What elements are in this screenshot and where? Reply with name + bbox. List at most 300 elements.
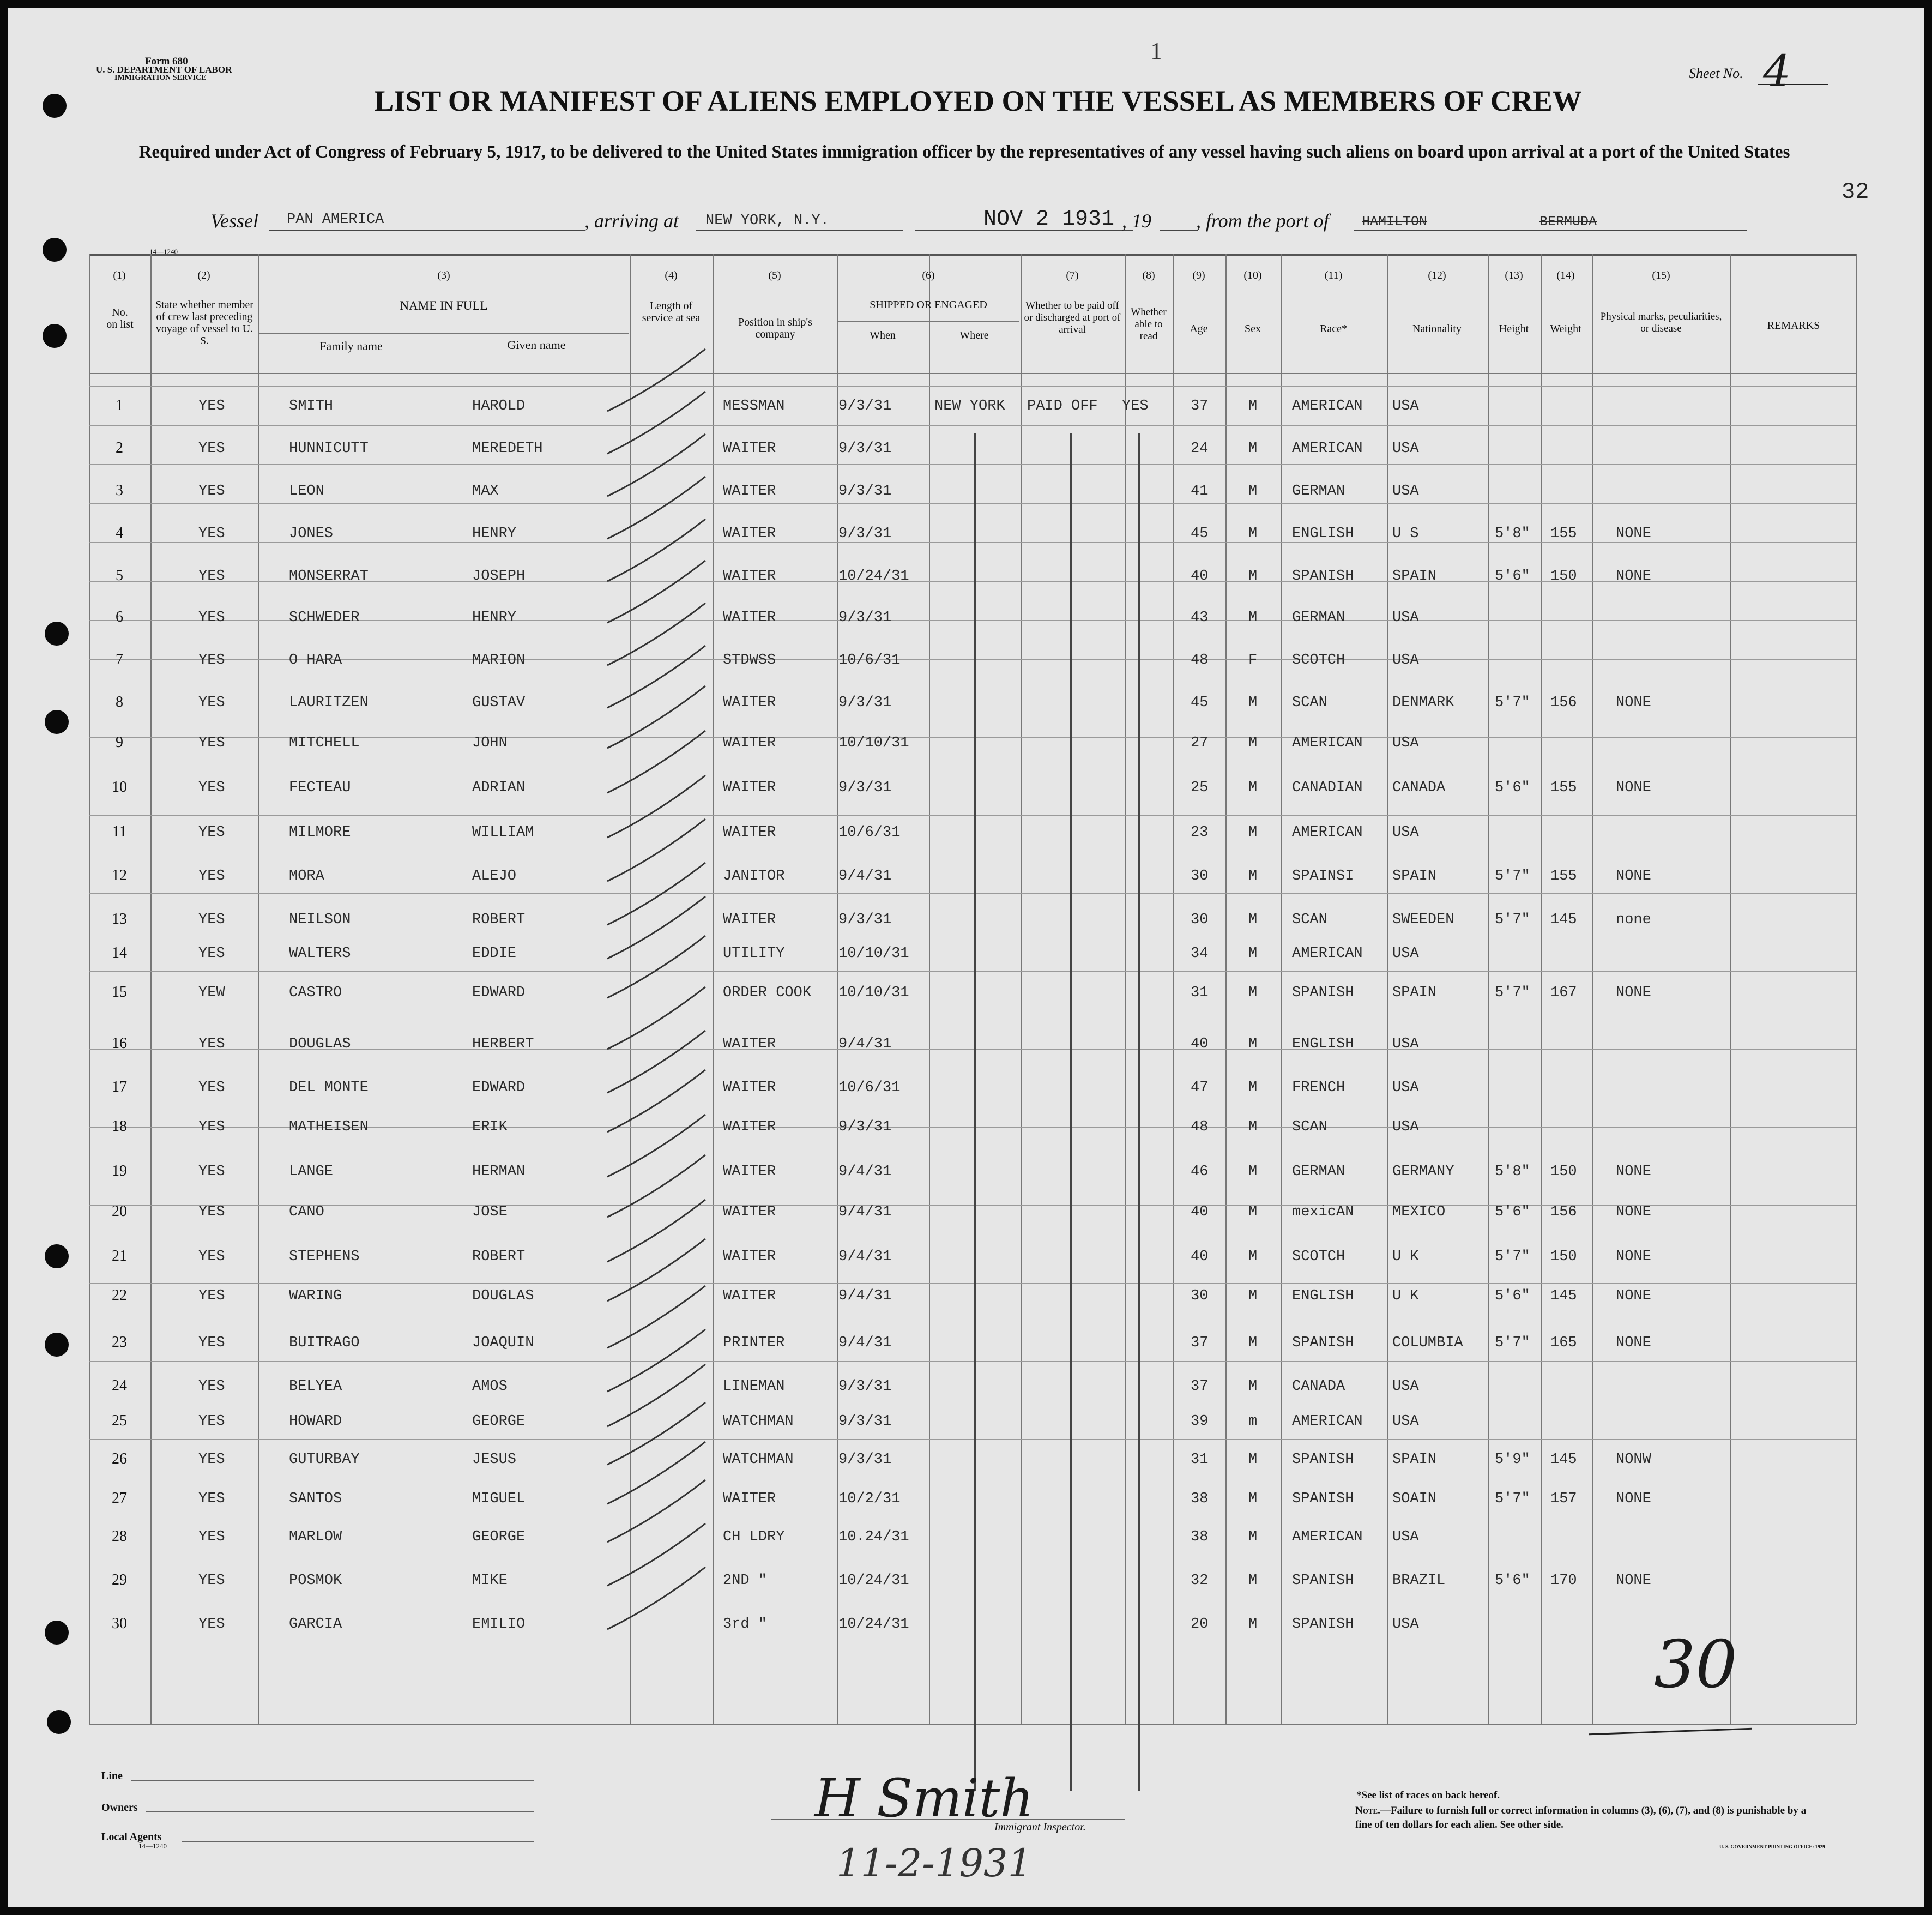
- cell-family: HOWARD: [289, 1413, 342, 1430]
- service-check-mark: [607, 1567, 705, 1629]
- cell-position: WAITER: [723, 1119, 776, 1135]
- cell-position: WAITER: [723, 912, 776, 928]
- header-paid-off: Whether to be paid off or discharged at port of arrival: [1024, 300, 1121, 335]
- cell-nationality: CANADA: [1392, 780, 1446, 796]
- cell-position: WAITER: [723, 695, 776, 711]
- cell-nationality: USA: [1392, 483, 1419, 499]
- ditto-line-paid: [1070, 433, 1072, 1791]
- cell-no: 22: [112, 1287, 127, 1304]
- manifest-page: [8, 8, 1924, 1907]
- cell-age: 39: [1191, 1413, 1209, 1430]
- cell-height: 5'7": [1495, 912, 1530, 928]
- cell-state: YEW: [198, 985, 225, 1001]
- cell-race: ENGLISH: [1292, 1036, 1354, 1052]
- cell-position: WAITER: [723, 1288, 776, 1304]
- cell-family: SMITH: [289, 398, 334, 414]
- cell-sex: M: [1248, 1573, 1258, 1589]
- ditto-line-read: [1138, 433, 1140, 1791]
- cell-when: 9/3/31: [838, 398, 892, 414]
- cell-height: 5'6": [1495, 568, 1530, 585]
- binder-hole: [43, 324, 67, 348]
- cell-family: WALTERS: [289, 946, 351, 962]
- top-mark: 1: [1150, 38, 1162, 64]
- cell-state: YES: [198, 1378, 225, 1395]
- cell-age: 31: [1191, 1452, 1209, 1468]
- cell-weight: 156: [1550, 695, 1577, 711]
- col-number: (9): [1192, 269, 1205, 281]
- cell-age: 31: [1191, 985, 1209, 1001]
- cell-no: 15: [112, 984, 127, 1001]
- cell-physical: NONE: [1616, 1164, 1651, 1180]
- cell-age: 37: [1191, 1335, 1209, 1351]
- cell-sex: M: [1248, 1452, 1258, 1468]
- cell-when: 10/24/31: [838, 568, 909, 585]
- cell-family: WARING: [289, 1288, 342, 1304]
- page-number: 32: [1842, 179, 1869, 205]
- cell-when: 9/4/31: [838, 868, 892, 884]
- cell-paid: PAID OFF: [1027, 398, 1098, 414]
- cell-nationality: MEXICO: [1392, 1204, 1446, 1220]
- arrival-date: NOV 2 1931: [983, 207, 1115, 232]
- cell-nationality: USA: [1392, 1616, 1419, 1633]
- header-name-in-full: NAME IN FULL: [400, 299, 488, 312]
- cell-family: CASTRO: [289, 985, 342, 1001]
- cell-when: 9/3/31: [838, 1413, 892, 1430]
- cell-physical: NONE: [1616, 1204, 1651, 1220]
- cell-height: 5'6": [1495, 780, 1530, 796]
- cell-position: CH LDRY: [723, 1529, 785, 1545]
- cell-race: AMERICAN: [1292, 441, 1363, 457]
- cell-no: 1: [116, 397, 123, 414]
- cell-when: 9/3/31: [838, 526, 892, 542]
- cell-age: 40: [1191, 1249, 1209, 1265]
- header-no-on-list: No. on list: [106, 306, 134, 330]
- cell-state: YES: [198, 1249, 225, 1265]
- cell-given: JOSE: [472, 1204, 508, 1220]
- cell-given: MEREDETH: [472, 441, 543, 457]
- cell-nationality: USA: [1392, 398, 1419, 414]
- header-given-name: Given name: [507, 338, 566, 352]
- cell-no: 10: [112, 779, 127, 796]
- cell-nationality: USA: [1392, 735, 1419, 751]
- cell-when: 9/4/31: [838, 1036, 892, 1052]
- cell-family: LAURITZEN: [289, 695, 369, 711]
- col-number: (13): [1505, 269, 1523, 281]
- agents-code: 14—1240: [138, 1842, 167, 1850]
- cell-family: GUTURBAY: [289, 1452, 360, 1468]
- cell-race: SCOTCH: [1292, 652, 1345, 669]
- cell-position: WAITER: [723, 1036, 776, 1052]
- cell-age: 25: [1191, 780, 1209, 796]
- row-divider: [89, 464, 1856, 465]
- cell-race: AMERICAN: [1292, 735, 1363, 751]
- cell-race: SPANISH: [1292, 568, 1354, 585]
- cell-height: 5'6": [1495, 1204, 1530, 1220]
- cell-nationality: USA: [1392, 824, 1419, 841]
- cell-when: 9/3/31: [838, 780, 892, 796]
- cell-family: O HARA: [289, 652, 342, 669]
- cell-state: YES: [198, 1164, 225, 1180]
- cell-sex: M: [1248, 441, 1258, 457]
- cell-age: 32: [1191, 1573, 1209, 1589]
- cell-when: 9/4/31: [838, 1288, 892, 1304]
- date-handwritten: 11-2-1931: [836, 1841, 1033, 1886]
- service-check-mark: [607, 646, 705, 708]
- cell-given: JOSEPH: [472, 568, 526, 585]
- cell-when: 9/4/31: [838, 1204, 892, 1220]
- column-divider: [1730, 254, 1731, 1724]
- service-check-marks: [596, 291, 814, 1709]
- cell-family: SANTOS: [289, 1491, 342, 1507]
- cell-family: MILMORE: [289, 824, 351, 841]
- cell-height: 5'6": [1495, 1288, 1530, 1304]
- cell-no: 3: [116, 482, 123, 499]
- cell-sex: M: [1248, 526, 1258, 542]
- cell-nationality: USA: [1392, 1080, 1419, 1096]
- cell-state: YES: [198, 1616, 225, 1633]
- cell-family: MARLOW: [289, 1529, 342, 1545]
- cell-given: ADRIAN: [472, 780, 526, 796]
- cell-position: LINEMAN: [723, 1378, 785, 1395]
- form-title: LIST OR MANIFEST OF ALIENS EMPLOYED ON THE VESSEL AS MEMBERS OF CREW: [374, 85, 1582, 117]
- from-underline: [1354, 230, 1747, 231]
- cell-position: WAITER: [723, 1204, 776, 1220]
- cell-age: 46: [1191, 1164, 1209, 1180]
- cell-given: DOUGLAS: [472, 1288, 534, 1304]
- cell-nationality: COLUMBIA: [1392, 1335, 1463, 1351]
- cell-race: GERMAN: [1292, 1164, 1345, 1180]
- cell-no: 23: [112, 1334, 127, 1351]
- cell-age: 30: [1191, 1288, 1209, 1304]
- cell-sex: M: [1248, 868, 1258, 884]
- cell-state: YES: [198, 441, 225, 457]
- cell-sex: M: [1248, 1491, 1258, 1507]
- cell-race: SPANISH: [1292, 985, 1354, 1001]
- cell-nationality: USA: [1392, 946, 1419, 962]
- header-able-read: Whether able to read: [1131, 306, 1167, 342]
- cell-no: 8: [116, 694, 123, 710]
- cell-age: 48: [1191, 652, 1209, 669]
- cell-position: WAITER: [723, 483, 776, 499]
- cell-family: MONSERRAT: [289, 568, 369, 585]
- table-bottom-border: [89, 1724, 1856, 1725]
- cell-nationality: USA: [1392, 1529, 1419, 1545]
- vessel-name: PAN AMERICA: [287, 212, 384, 228]
- header-sex: Sex: [1245, 323, 1261, 335]
- cell-position: WAITER: [723, 1249, 776, 1265]
- cell-no: 18: [112, 1118, 127, 1135]
- cell-family: SCHWEDER: [289, 610, 360, 626]
- cell-nationality: USA: [1392, 610, 1419, 626]
- cell-position: WATCHMAN: [723, 1413, 794, 1430]
- line-label: Line: [101, 1770, 123, 1782]
- name-header-divider: [258, 333, 629, 334]
- cell-position: WAITER: [723, 735, 776, 751]
- cell-when: 9/3/31: [838, 912, 892, 928]
- cell-nationality: SPAIN: [1392, 568, 1437, 585]
- cell-state: YES: [198, 610, 225, 626]
- races-note: *See list of races on back hereof.: [1356, 1790, 1500, 1801]
- cell-physical: NONE: [1616, 1491, 1651, 1507]
- inspector-signature: H Smith: [814, 1768, 1034, 1829]
- cell-given: EDDIE: [472, 946, 517, 962]
- cell-height: 5'7": [1495, 985, 1530, 1001]
- signature-line: [771, 1819, 1125, 1820]
- cell-family: DEL MONTE: [289, 1080, 369, 1096]
- cell-family: POSMOK: [289, 1573, 342, 1589]
- cell-position: 2ND ": [723, 1573, 768, 1589]
- cell-state: YES: [198, 946, 225, 962]
- row-divider: [89, 815, 1856, 816]
- col-number: (3): [437, 269, 450, 281]
- cell-when: 10/6/31: [838, 824, 901, 841]
- row-divider: [89, 1361, 1856, 1362]
- cell-race: CANADA: [1292, 1378, 1345, 1395]
- cell-weight: 155: [1550, 868, 1577, 884]
- cell-given: HERBERT: [472, 1036, 534, 1052]
- cell-given: HERMAN: [472, 1164, 526, 1180]
- arriving-port: NEW YORK, N.Y.: [705, 213, 829, 229]
- cell-nationality: DENMARK: [1392, 695, 1454, 711]
- cell-sex: m: [1248, 1413, 1258, 1430]
- cell-height: 5'7": [1495, 868, 1530, 884]
- service-check-mark: [607, 896, 705, 959]
- cell-no: 11: [112, 823, 127, 840]
- col-number: (6): [922, 269, 935, 281]
- cell-family: FECTEAU: [289, 780, 351, 796]
- cell-height: 5'8": [1495, 526, 1530, 542]
- cell-family: HUNNICUTT: [289, 441, 369, 457]
- cell-physical: NONE: [1616, 1335, 1651, 1351]
- cell-height: 5'9": [1495, 1452, 1530, 1468]
- service-check-mark: [607, 1031, 705, 1093]
- cell-sex: M: [1248, 1335, 1258, 1351]
- cell-given: MARION: [472, 652, 526, 669]
- cell-state: YES: [198, 1413, 225, 1430]
- sheet-number: 4: [1763, 46, 1791, 97]
- cell-weight: 145: [1550, 912, 1577, 928]
- cell-height: 5'7": [1495, 695, 1530, 711]
- cell-sex: M: [1248, 1529, 1258, 1545]
- cell-race: SCAN: [1292, 695, 1327, 711]
- cell-position: 3rd ": [723, 1616, 768, 1633]
- cell-nationality: USA: [1392, 1413, 1419, 1430]
- cell-race: SPAINSI: [1292, 868, 1354, 884]
- cell-physical: NONE: [1616, 780, 1651, 796]
- cell-given: EDWARD: [472, 985, 526, 1001]
- cell-sex: M: [1248, 1249, 1258, 1265]
- column-divider: [1225, 254, 1227, 1724]
- inspector-label: Immigrant Inspector.: [994, 1821, 1086, 1833]
- cell-race: AMERICAN: [1292, 1413, 1363, 1430]
- cell-state: YES: [198, 868, 225, 884]
- cell-weight: 155: [1550, 780, 1577, 796]
- cell-position: STDWSS: [723, 652, 776, 669]
- column-divider: [1856, 254, 1857, 1724]
- cell-when: 9/3/31: [838, 1378, 892, 1395]
- row-divider: [89, 971, 1856, 972]
- cell-sex: M: [1248, 1616, 1258, 1633]
- line-field: [131, 1780, 534, 1781]
- cell-physical: NONE: [1616, 985, 1651, 1001]
- cell-physical: NONE: [1616, 1573, 1651, 1589]
- header-remarks: REMARKS: [1767, 320, 1820, 332]
- row-divider: [89, 386, 1856, 387]
- cell-family: DOUGLAS: [289, 1036, 351, 1052]
- agents-field: [182, 1841, 534, 1842]
- cell-given: WILLIAM: [472, 824, 534, 841]
- cell-state: YES: [198, 824, 225, 841]
- from-country: BERMUDA: [1539, 214, 1597, 230]
- cell-state: YES: [198, 526, 225, 542]
- cell-race: ENGLISH: [1292, 526, 1354, 542]
- cell-age: 43: [1191, 610, 1209, 626]
- cell-given: MIGUEL: [472, 1491, 526, 1507]
- cell-sex: M: [1248, 1378, 1258, 1395]
- cell-given: ROBERT: [472, 912, 526, 928]
- cell-position: WAITER: [723, 610, 776, 626]
- service-check-mark: [607, 1329, 705, 1392]
- row-divider: [89, 425, 1856, 426]
- cell-family: BELYEA: [289, 1378, 342, 1395]
- cell-age: 40: [1191, 1204, 1209, 1220]
- cell-age: 37: [1191, 398, 1209, 414]
- cell-nationality: USA: [1392, 441, 1419, 457]
- cell-when: 9/3/31: [838, 441, 892, 457]
- cell-family: MITCHELL: [289, 735, 360, 751]
- cell-sex: M: [1248, 568, 1258, 585]
- row-divider: [89, 1283, 1856, 1284]
- department-label: U. S. DEPARTMENT OF LABOR: [96, 64, 232, 75]
- cell-when: 10.24/31: [838, 1529, 909, 1545]
- row-divider: [89, 659, 1856, 660]
- cell-given: HAROLD: [472, 398, 526, 414]
- cell-nationality: SPAIN: [1392, 868, 1437, 884]
- header-height: Height: [1499, 323, 1529, 335]
- cell-height: 5'7": [1495, 1249, 1530, 1265]
- cell-sex: M: [1248, 398, 1258, 414]
- cell-no: 27: [112, 1490, 127, 1507]
- column-divider: [929, 254, 930, 1724]
- binder-hole: [45, 1333, 69, 1357]
- cell-no: 30: [112, 1615, 127, 1632]
- cell-no: 13: [112, 911, 127, 928]
- header-where: Where: [959, 329, 989, 341]
- table-header-bottom: [89, 373, 1856, 374]
- service-check-mark: [607, 863, 705, 925]
- total-underline: [1589, 1728, 1752, 1735]
- cell-given: HENRY: [472, 526, 517, 542]
- cell-race: AMERICAN: [1292, 1529, 1363, 1545]
- cell-sex: M: [1248, 985, 1258, 1001]
- cell-state: YES: [198, 1452, 225, 1468]
- cell-given: MIKE: [472, 1573, 508, 1589]
- col-number: (11): [1324, 269, 1343, 281]
- cell-when: 10/6/31: [838, 1080, 901, 1096]
- date-underline: [915, 230, 1133, 231]
- binder-hole: [43, 238, 67, 262]
- cell-position: WAITER: [723, 441, 776, 457]
- cell-race: mexicAN: [1292, 1204, 1354, 1220]
- col-number: (1): [113, 269, 126, 281]
- year-label: , 19: [1122, 210, 1151, 232]
- cell-state: YES: [198, 735, 225, 751]
- cell-age: 23: [1191, 824, 1209, 841]
- cell-no: 21: [112, 1248, 127, 1264]
- ditto-line-where: [974, 433, 976, 1791]
- col-number: (15): [1652, 269, 1670, 281]
- service-check-mark: [607, 819, 705, 881]
- owners-field: [146, 1811, 534, 1812]
- column-divider: [1125, 254, 1126, 1724]
- cell-height: 5'7": [1495, 1491, 1530, 1507]
- binder-hole: [45, 1621, 69, 1645]
- header-when: When: [870, 329, 896, 341]
- cell-no: 29: [112, 1571, 127, 1588]
- cell-state: YES: [198, 1204, 225, 1220]
- cell-no: 19: [112, 1163, 127, 1179]
- cell-position: WAITER: [723, 568, 776, 585]
- cell-state: YES: [198, 1080, 225, 1096]
- cell-no: 2: [116, 439, 123, 456]
- cell-sex: M: [1248, 610, 1258, 626]
- cell-state: YES: [198, 1036, 225, 1052]
- service-check-mark: [607, 936, 705, 998]
- cell-given: AMOS: [472, 1378, 508, 1395]
- service-check-mark: [607, 1286, 705, 1348]
- cell-age: 47: [1191, 1080, 1209, 1096]
- cell-physical: NONE: [1616, 1288, 1651, 1304]
- binder-hole: [45, 1244, 69, 1268]
- cell-position: MESSMAN: [723, 398, 785, 414]
- cell-race: GERMAN: [1292, 610, 1345, 626]
- column-divider: [150, 254, 152, 1724]
- col-number: (10): [1243, 269, 1262, 281]
- print-code: 14—1240: [149, 248, 178, 256]
- cell-sex: M: [1248, 735, 1258, 751]
- cell-given: ROBERT: [472, 1249, 526, 1265]
- cell-no: 5: [116, 567, 123, 584]
- cell-when: 10/10/31: [838, 985, 909, 1001]
- cell-given: HENRY: [472, 610, 517, 626]
- header-state-whether: State whether member of crew last preceding voyage of vessel to U. S.: [155, 299, 253, 347]
- cell-physical: NONE: [1616, 868, 1651, 884]
- cell-state: YES: [198, 1529, 225, 1545]
- cell-physical: NONE: [1616, 695, 1651, 711]
- cell-position: WAITER: [723, 1080, 776, 1096]
- service-check-mark: [607, 1442, 705, 1504]
- cell-age: 34: [1191, 946, 1209, 962]
- cell-when: 9/3/31: [838, 1119, 892, 1135]
- year-underline: [1160, 230, 1198, 231]
- cell-when: 9/4/31: [838, 1249, 892, 1265]
- row-divider: [89, 1205, 1856, 1206]
- cell-age: 30: [1191, 868, 1209, 884]
- cell-weight: 145: [1550, 1452, 1577, 1468]
- cell-race: GERMAN: [1292, 483, 1345, 499]
- cell-state: YES: [198, 780, 225, 796]
- cell-position: ORDER COOK: [723, 985, 812, 1001]
- column-divider: [1541, 254, 1542, 1724]
- cell-given: GUSTAV: [472, 695, 526, 711]
- cell-position: UTILITY: [723, 946, 785, 962]
- cell-state: YES: [198, 695, 225, 711]
- arriving-label: , arriving at: [584, 210, 679, 232]
- owners-label: Owners: [101, 1802, 138, 1814]
- cell-race: SCOTCH: [1292, 1249, 1345, 1265]
- service-label: IMMIGRATION SERVICE: [114, 74, 207, 82]
- header-physical: Physical marks, peculiarities, or disease: [1600, 311, 1722, 334]
